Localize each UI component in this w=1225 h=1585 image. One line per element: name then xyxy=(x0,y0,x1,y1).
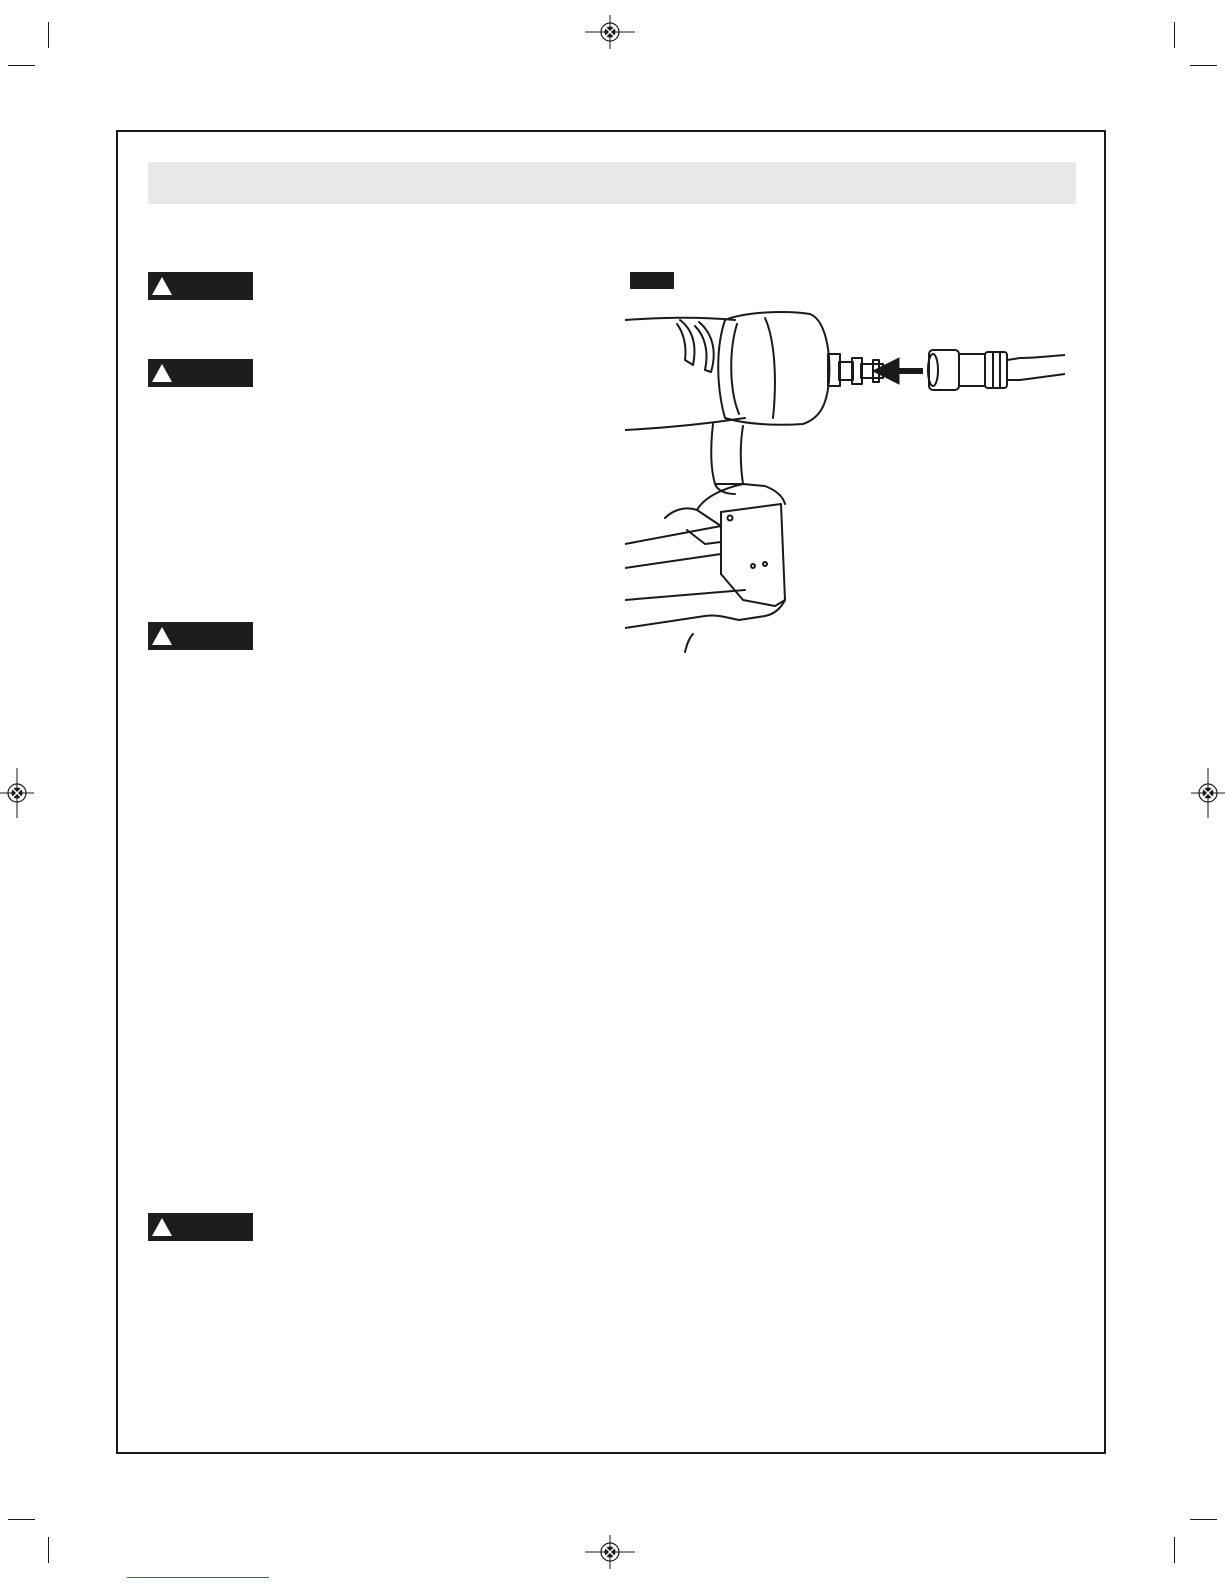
crop-mark-top-left-vertical xyxy=(48,22,49,48)
registration-mark-icon xyxy=(585,1535,635,1569)
warning-label xyxy=(148,359,253,387)
bottom-link-underline xyxy=(127,1577,269,1578)
figure-label xyxy=(630,272,674,289)
warning-label xyxy=(148,272,253,300)
crop-mark-top-right-vertical xyxy=(1174,22,1175,48)
crop-mark-top-left-horizontal xyxy=(8,65,35,66)
warning-label xyxy=(148,622,253,650)
registration-mark-icon xyxy=(1191,768,1225,818)
warning-label xyxy=(148,1213,253,1241)
crop-mark-top-right-horizontal xyxy=(1190,65,1217,66)
nailer-air-hose-illustration xyxy=(625,300,1075,660)
warning-triangle-icon xyxy=(151,626,173,646)
registration-mark-icon xyxy=(0,768,34,818)
crop-mark-bottom-right-vertical xyxy=(1174,1537,1175,1563)
crop-mark-bottom-left-vertical xyxy=(48,1537,49,1563)
warning-triangle-icon xyxy=(151,276,173,296)
warning-triangle-icon xyxy=(151,363,173,383)
warning-triangle-icon xyxy=(151,1217,173,1237)
crop-mark-bottom-left-horizontal xyxy=(8,1519,35,1520)
crop-mark-bottom-right-horizontal xyxy=(1190,1519,1217,1520)
registration-mark-icon xyxy=(585,15,635,49)
section-header-bar xyxy=(148,162,1076,204)
